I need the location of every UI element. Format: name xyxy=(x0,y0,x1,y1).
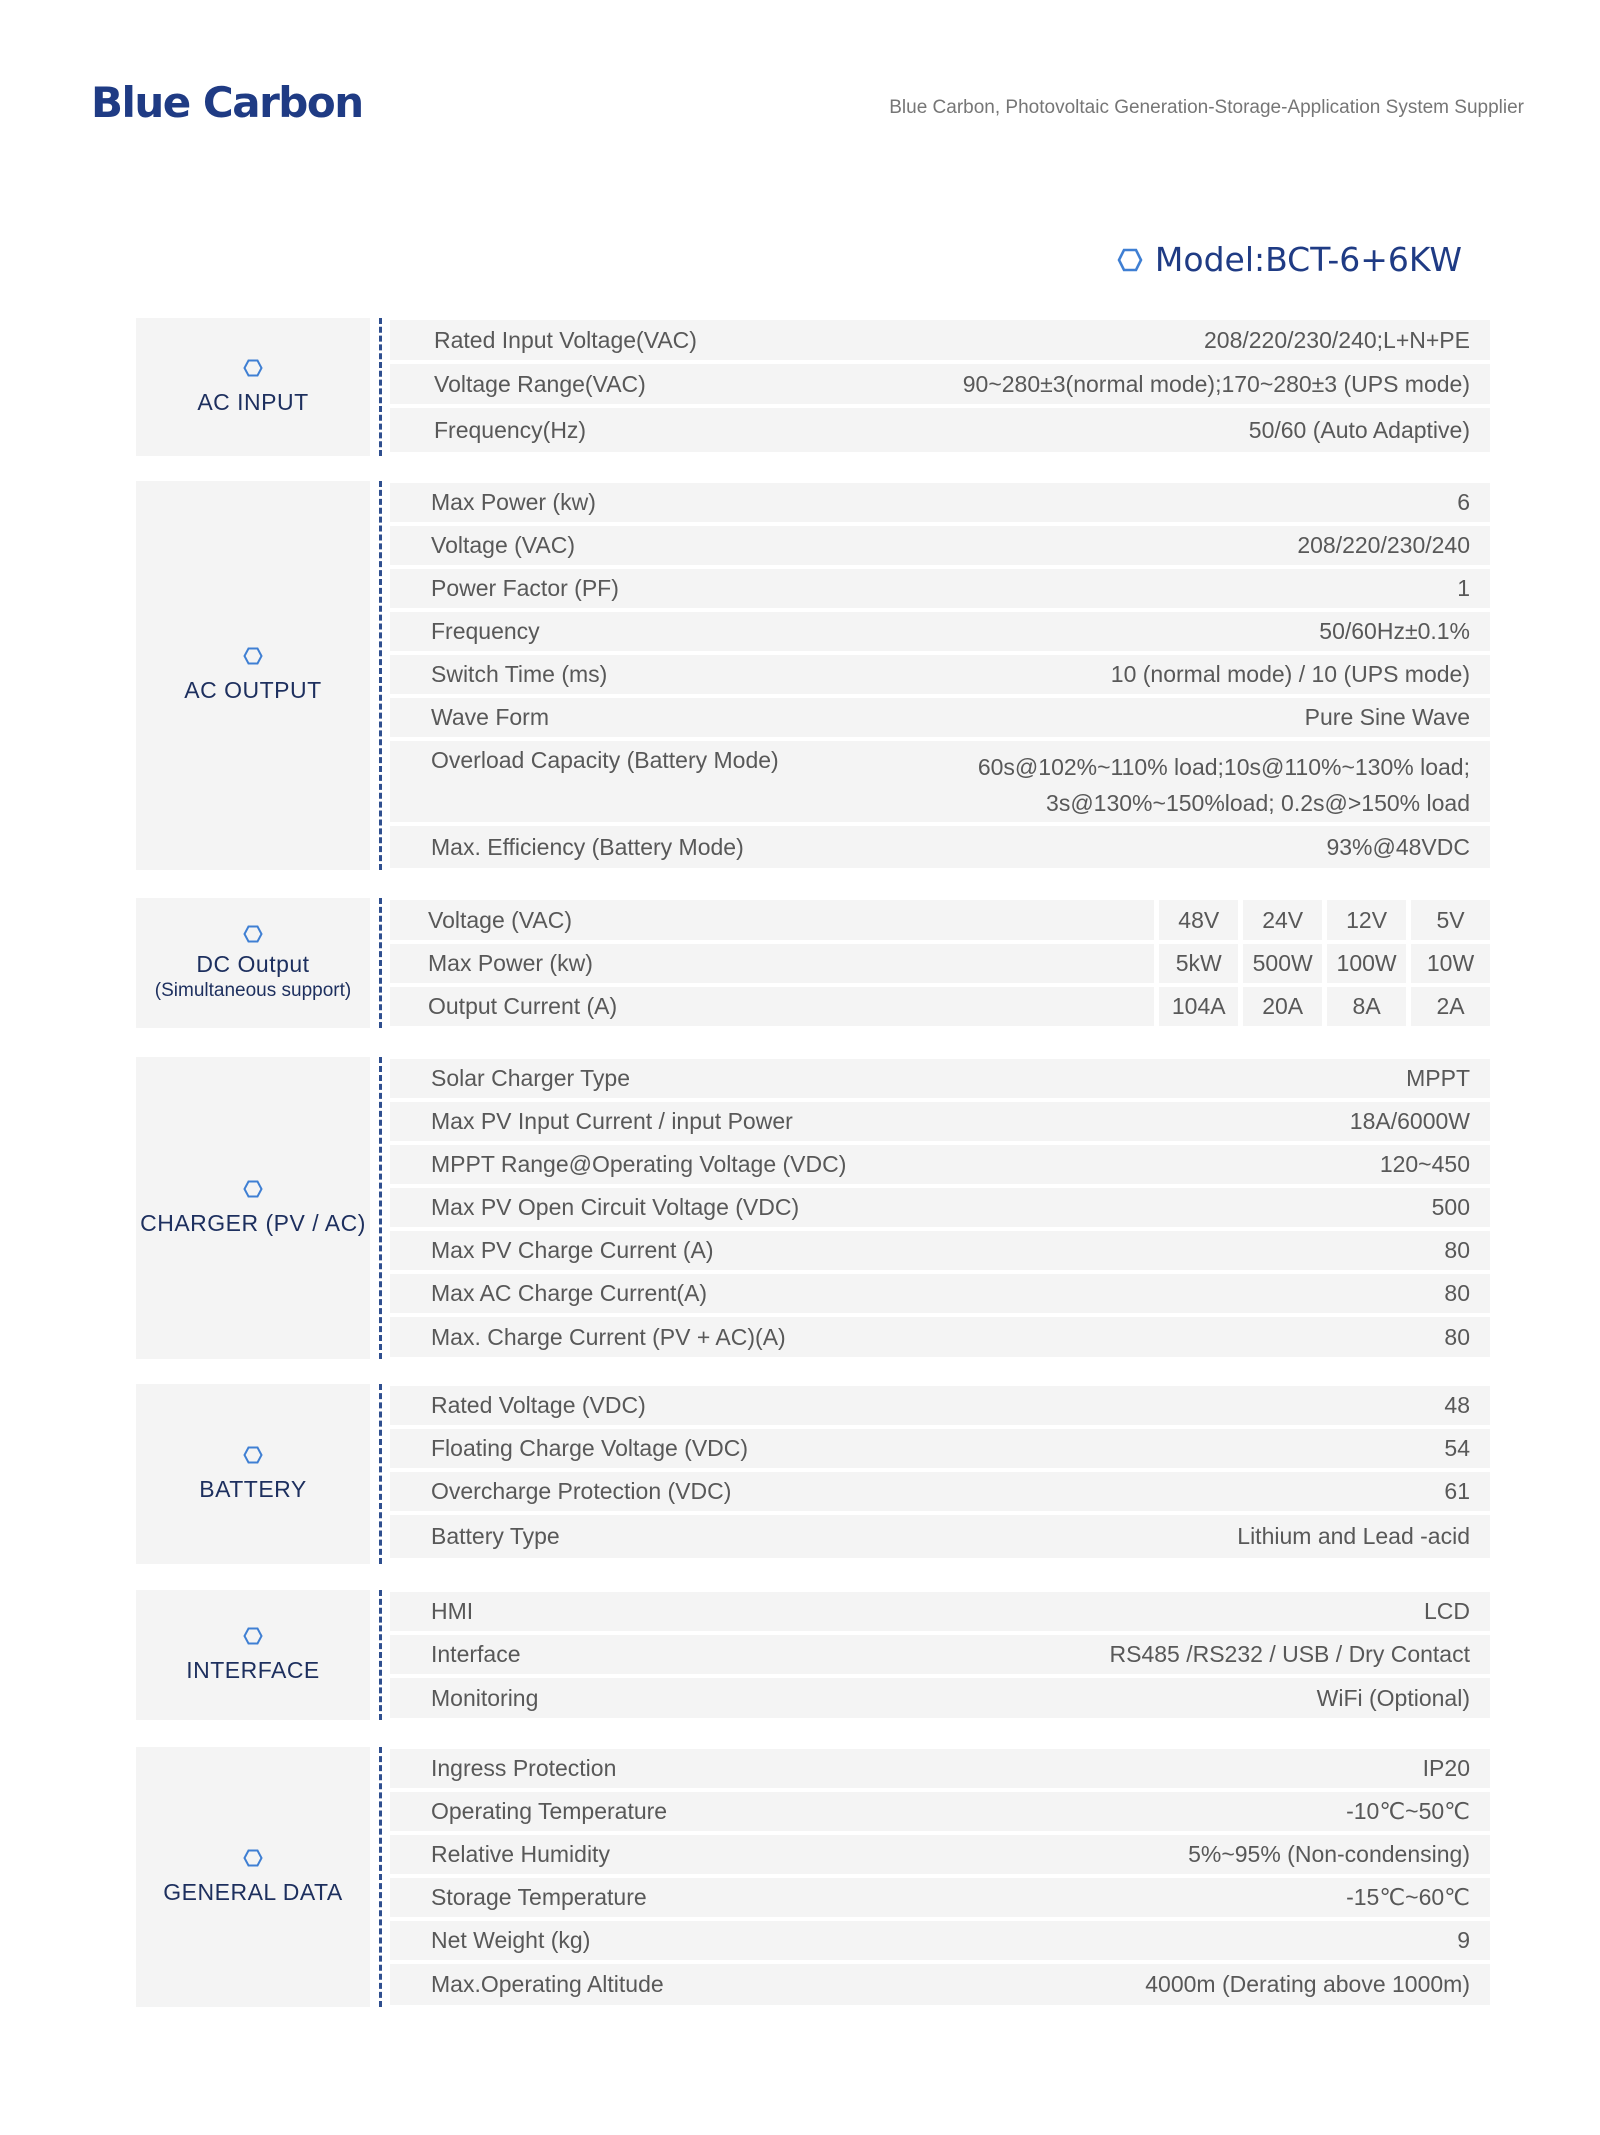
spec-value-cell: 48V xyxy=(1159,900,1238,940)
spec-row xyxy=(390,483,1490,522)
spec-value: 93%@48VDC xyxy=(1326,833,1470,860)
spec-row xyxy=(390,1792,1490,1831)
spec-value-cell: 2A xyxy=(1411,987,1490,1026)
spec-label: Monitoring xyxy=(431,1684,539,1711)
spec-label: Max PV Charge Current (A) xyxy=(431,1237,714,1263)
hexagon-icon xyxy=(243,1446,263,1464)
hexagon-icon xyxy=(243,359,263,377)
section-title: CHARGER (PV / AC) xyxy=(140,1209,366,1236)
spec-label: Rated Input Voltage(VAC) xyxy=(434,326,697,353)
spec-row xyxy=(390,1592,1490,1631)
section-header xyxy=(136,898,370,1028)
spec-value: 208/220/230/240;L+N+PE xyxy=(1203,326,1470,353)
spec-label: Max.Operating Altitude xyxy=(431,1971,664,1997)
spec-row xyxy=(390,320,1490,360)
section-header xyxy=(136,1057,370,1359)
spec-label: Max Power (kw) xyxy=(431,489,596,515)
spec-value: 90~280±3(normal mode);170~280±3 (UPS mode) xyxy=(962,370,1470,397)
hexagon-icon xyxy=(243,1849,263,1867)
spec-label: HMI xyxy=(431,1598,474,1624)
spec-value: 50/60Hz±0.1% xyxy=(1319,618,1470,644)
spec-row xyxy=(390,1472,1490,1511)
spec-value-line: 3s@130%~150%load; 0.2s@>150% load xyxy=(1046,790,1470,816)
spec-row xyxy=(390,826,1490,868)
section-title: GENERAL DATA xyxy=(163,1878,343,1905)
spec-value: 54 xyxy=(1444,1435,1470,1461)
spec-value: 48 xyxy=(1444,1392,1470,1418)
spec-value-cell: 104A xyxy=(1159,987,1238,1026)
spec-label: Net Weight (kg) xyxy=(431,1927,591,1953)
dashed-divider xyxy=(379,1590,382,1720)
spec-value: -10℃~50℃ xyxy=(1346,1798,1470,1824)
spec-value: 10 (normal mode) / 10 (UPS mode) xyxy=(1110,661,1470,687)
section-title: INTERFACE xyxy=(186,1656,320,1683)
spec-row xyxy=(390,1835,1490,1874)
spec-row xyxy=(390,1878,1490,1917)
spec-row xyxy=(390,1635,1490,1674)
dashed-divider xyxy=(379,898,382,1028)
spec-row xyxy=(390,364,1490,404)
section-title: AC OUTPUT xyxy=(184,677,322,703)
spec-value: 80 xyxy=(1444,1323,1470,1350)
spec-value-cell: 10W xyxy=(1411,944,1490,983)
spec-row xyxy=(390,1317,1490,1357)
spec-value-cell: 5V xyxy=(1411,900,1490,940)
section-subtitle: (Simultaneous support) xyxy=(154,979,352,1001)
spec-label: Storage Temperature xyxy=(431,1884,647,1910)
spec-row xyxy=(390,1145,1490,1184)
spec-label: Max AC Charge Current(A) xyxy=(431,1280,708,1306)
spec-row xyxy=(390,987,1490,1026)
spec-value: 61 xyxy=(1444,1478,1470,1504)
hexagon-icon xyxy=(243,647,263,665)
section-interface xyxy=(136,1590,1490,1720)
dashed-divider xyxy=(379,318,382,456)
spec-value: 1 xyxy=(1457,575,1470,601)
spec-label: Relative Humidity xyxy=(431,1841,610,1867)
hexagon-icon xyxy=(1117,248,1143,272)
model-heading xyxy=(1117,240,1462,279)
spec-value: WiFi (Optional) xyxy=(1316,1684,1470,1711)
spec-value: IP20 xyxy=(1422,1755,1470,1781)
spec-value-cell: 500W xyxy=(1243,944,1322,983)
hexagon-icon xyxy=(243,1627,263,1645)
spec-label: Interface xyxy=(431,1641,521,1667)
section-ac-output xyxy=(136,481,1490,870)
spec-row xyxy=(390,655,1490,694)
spec-value: 5%~95% (Non-condensing) xyxy=(1188,1841,1470,1867)
spec-row xyxy=(390,1515,1490,1558)
spec-row xyxy=(390,569,1490,608)
dashed-divider xyxy=(379,1747,382,2007)
spec-row xyxy=(390,1274,1490,1313)
hexagon-icon xyxy=(243,925,263,943)
spec-value: -15℃~60℃ xyxy=(1346,1884,1470,1910)
section-title: AC INPUT xyxy=(197,388,309,415)
spec-row xyxy=(390,612,1490,651)
hexagon-icon xyxy=(243,1180,263,1198)
spec-value: MPPT xyxy=(1406,1065,1470,1091)
spec-row xyxy=(390,1059,1490,1098)
section-title: BATTERY xyxy=(199,1475,307,1502)
section-title: DC Output xyxy=(196,950,310,977)
section-ac-input xyxy=(136,318,1490,456)
spec-row xyxy=(390,1102,1490,1141)
section-battery xyxy=(136,1384,1490,1564)
spec-label: Voltage (VAC) xyxy=(390,900,1154,940)
spec-row xyxy=(390,1429,1490,1468)
model-title: Model:BCT-6+6KW xyxy=(1154,240,1462,279)
spec-row xyxy=(390,1964,1490,2005)
spec-label: Voltage Range(VAC) xyxy=(434,370,646,397)
spec-value-cell: 5kW xyxy=(1159,944,1238,983)
spec-label: Switch Time (ms) xyxy=(431,661,608,687)
spec-row xyxy=(390,1921,1490,1960)
spec-value-cell: 24V xyxy=(1243,900,1322,940)
spec-label: Max. Efficiency (Battery Mode) xyxy=(431,833,744,860)
spec-row xyxy=(390,408,1490,452)
spec-label: MPPT Range@Operating Voltage (VDC) xyxy=(431,1151,847,1177)
spec-row xyxy=(390,944,1490,983)
dashed-divider xyxy=(379,1384,382,1564)
spec-label: Ingress Protection xyxy=(431,1755,617,1781)
spec-row xyxy=(390,900,1490,940)
section-header xyxy=(136,318,370,456)
header-tagline: Blue Carbon, Photovoltaic Generation-Storage-Application System Supplier xyxy=(889,97,1524,118)
spec-label: Rated Voltage (VDC) xyxy=(431,1392,646,1418)
spec-value: 9 xyxy=(1457,1927,1470,1953)
spec-label: Battery Type xyxy=(431,1523,560,1549)
spec-row xyxy=(390,526,1490,565)
spec-label: Solar Charger Type xyxy=(431,1065,631,1091)
spec-label: Operating Temperature xyxy=(431,1798,668,1824)
spec-label: Power Factor (PF) xyxy=(431,575,619,601)
section-header xyxy=(136,481,370,870)
spec-row xyxy=(390,1188,1490,1227)
spec-value: 80 xyxy=(1444,1237,1470,1263)
spec-label: Max Power (kw) xyxy=(390,944,1154,983)
spec-value-cell: 20A xyxy=(1243,987,1322,1026)
spec-value xyxy=(978,741,1490,821)
spec-label: Floating Charge Voltage (VDC) xyxy=(431,1435,749,1461)
spec-label: Max. Charge Current (PV + AC)(A) xyxy=(431,1323,786,1350)
section-general-data xyxy=(136,1747,1490,2007)
spec-row xyxy=(390,698,1490,737)
spec-value: Pure Sine Wave xyxy=(1304,704,1470,730)
dashed-divider xyxy=(379,481,382,870)
spec-value-cell: 8A xyxy=(1327,987,1406,1026)
spec-label: Max PV Input Current / input Power xyxy=(431,1108,793,1134)
spec-value: Lithium and Lead -acid xyxy=(1237,1523,1470,1549)
spec-label: Overload Capacity (Battery Mode) xyxy=(431,747,779,773)
spec-label: Max PV Open Circuit Voltage (VDC) xyxy=(431,1194,800,1220)
spec-value: LCD xyxy=(1423,1598,1470,1624)
section-charger xyxy=(136,1057,1490,1359)
section-dc-output xyxy=(136,898,1490,1028)
spec-value: 18A/6000W xyxy=(1349,1108,1470,1134)
spec-row xyxy=(390,1386,1490,1425)
spec-label: Frequency(Hz) xyxy=(434,416,587,443)
section-header xyxy=(136,1590,370,1720)
spec-value: 208/220/230/240 xyxy=(1297,532,1470,558)
spec-value: 120~450 xyxy=(1379,1151,1470,1177)
spec-label: Voltage (VAC) xyxy=(431,532,576,558)
spec-value: 6 xyxy=(1457,489,1470,515)
spec-row xyxy=(390,1231,1490,1270)
spec-value: RS485 /RS232 / USB / Dry Contact xyxy=(1109,1641,1470,1667)
spec-label: Output Current (A) xyxy=(390,987,1154,1026)
section-header xyxy=(136,1747,370,2007)
spec-value: 500 xyxy=(1431,1194,1470,1220)
spec-label: Wave Form xyxy=(431,704,549,730)
spec-value: 50/60 (Auto Adaptive) xyxy=(1248,416,1470,443)
spec-row xyxy=(390,1749,1490,1788)
spec-row xyxy=(390,741,1490,822)
spec-row xyxy=(390,1678,1490,1718)
brand-logo: Blue Carbon xyxy=(91,78,363,127)
spec-value-cell: 100W xyxy=(1327,944,1406,983)
spec-label: Overcharge Protection (VDC) xyxy=(431,1478,732,1504)
spec-value-line: 60s@102%~110% load;10s@110%~130% load; xyxy=(977,754,1470,780)
dashed-divider xyxy=(379,1057,382,1359)
spec-label: Frequency xyxy=(431,618,540,644)
spec-value-cell: 12V xyxy=(1327,900,1406,940)
section-header xyxy=(136,1384,370,1564)
spec-value: 4000m (Derating above 1000m) xyxy=(1145,1971,1470,1997)
spec-value: 80 xyxy=(1444,1280,1470,1306)
